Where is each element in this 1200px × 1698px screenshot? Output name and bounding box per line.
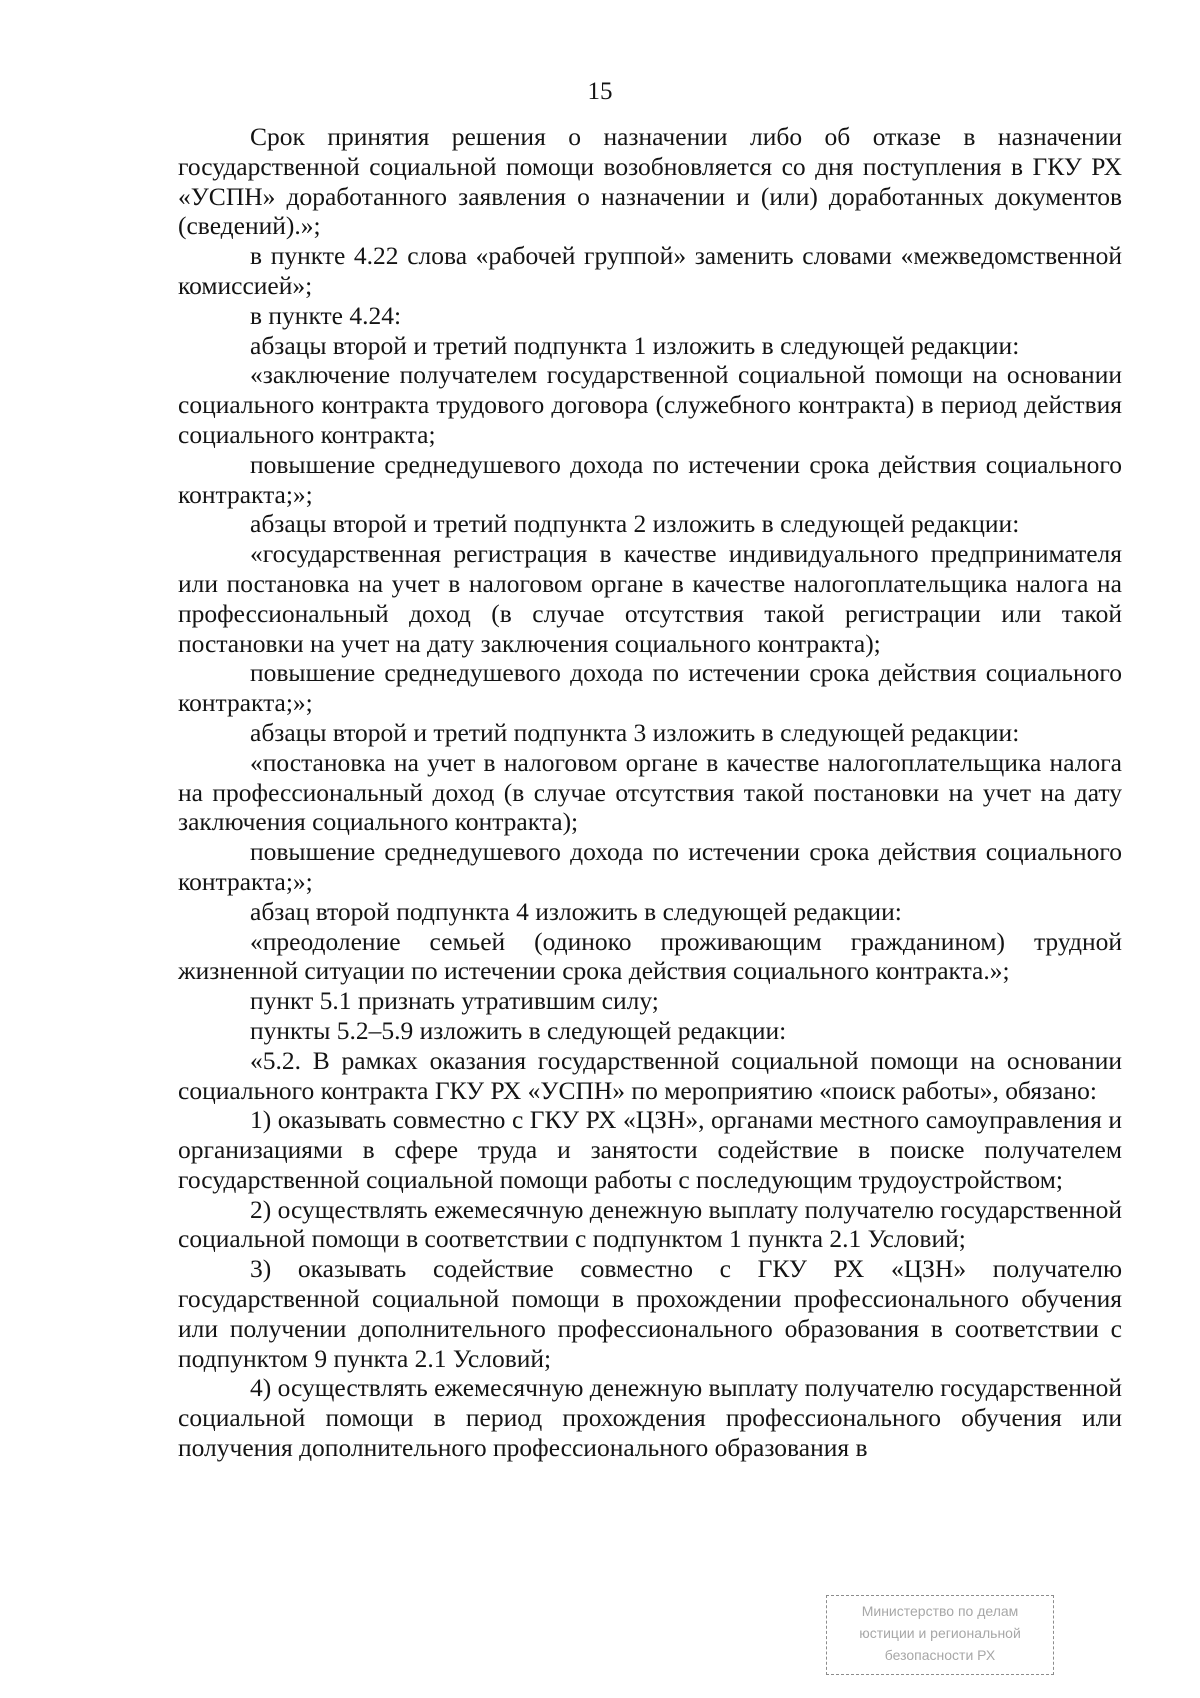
paragraph: «постановка на учет в налоговом органе в качестве налогоплательщика налога на профессиональный доход (в случае отсутствия такой постановки на учет на дату заключения социального контракта); [178,747,1122,837]
stamp-line: Министерство по делам [861,1603,1019,1619]
paragraph: в пункте 4.22 слова «рабочей группой» заменить словами «межведомственной комиссией»; [178,241,1122,300]
stamp-line: юстиции и региональной [859,1625,1021,1641]
paragraph: повышение среднедушевого дохода по истечении срока действия социального контракта;»; [178,449,1122,509]
paragraph: повышение среднедушевого дохода по истечении срока действия социального контракта;»; [178,837,1122,896]
paragraph: абзац второй подпункта 4 изложить в следующей редакции: [250,896,902,926]
paragraph: «заключение получателем государственной социальной помощи на основании социального контракта трудового договора (служебного контракта) в период действия социального контракта; [178,360,1122,449]
page-number: 15 [587,78,613,105]
paragraph: «5.2. В рамках оказания государственной социальной помощи на основании социального контракта ГКУ РХ «УСПН» по мероприятию «поиск работы», обязано: [178,1045,1122,1105]
paragraph: Срок принятия решения о назначении либо об отказе в назначении государственной социальной помощи возобновляется со дня поступления в ГКУ РХ «УСПН» доработанного заявления о назначении и (или) доработанных документов (сведений).»; [178,122,1122,241]
paragraph: абзацы второй и третий подпункта 1 изложить в следующей редакции: [250,330,1020,360]
paragraph: пункты 5.2–5.9 изложить в следующей редакции: [250,1015,787,1045]
document-body [178,122,1122,1463]
paragraph: абзацы второй и третий подпункта 3 изложить в следующей редакции: [250,717,1020,747]
stamp-line: безопасности РХ [884,1647,996,1663]
registration-stamp [826,1595,1054,1675]
paragraph: повышение среднедушевого дохода по истечении срока действия социального контракта;»; [178,658,1122,718]
paragraph: в пункте 4.24: [250,300,402,330]
paragraph: 4) осуществлять ежемесячную денежную выплату получателю государственной социальной помощи в период прохождения профессионального обучения или получения дополнительного профессионального образования в [178,1373,1122,1463]
paragraph: 3) оказывать содействие совместно с ГКУ РХ «ЦЗН» получателю государственной социальной помощи в прохождении профессионального обучения или получении дополнительного профессионального образования в соответствии с подпунктом 9 пункта 2.1 Условий; [178,1254,1122,1373]
paragraph: пункт 5.1 признать утратившим силу; [250,986,659,1016]
paragraph: 1) оказывать совместно с ГКУ РХ «ЦЗН», органами местного самоуправления и организациями в сфере труда и занятости содействие в поиске получателем государственной социальной помощи работы с последующим трудоустройством; [178,1105,1122,1194]
paragraph: «государственная регистрация в качестве индивидуального предпринимателя или постановка на учет в налоговом органе в качестве налогоплательщика налога на профессиональный доход (в случае отсутствия такой регистрации или такой постановки на учет на дату заключения социального контракта); [178,539,1122,658]
paragraph: «преодоление семьей (одиноко проживающим гражданином) трудной жизненной ситуации по истечении срока действия социального контракта.»; [178,926,1122,986]
paragraph: 2) осуществлять ежемесячную денежную выплату получателю государственной социальной помощи в соответствии с подпунктом 1 пункта 2.1 Условий; [178,1194,1122,1254]
paragraph: абзацы второй и третий подпункта 2 изложить в следующей редакции: [250,509,1020,539]
